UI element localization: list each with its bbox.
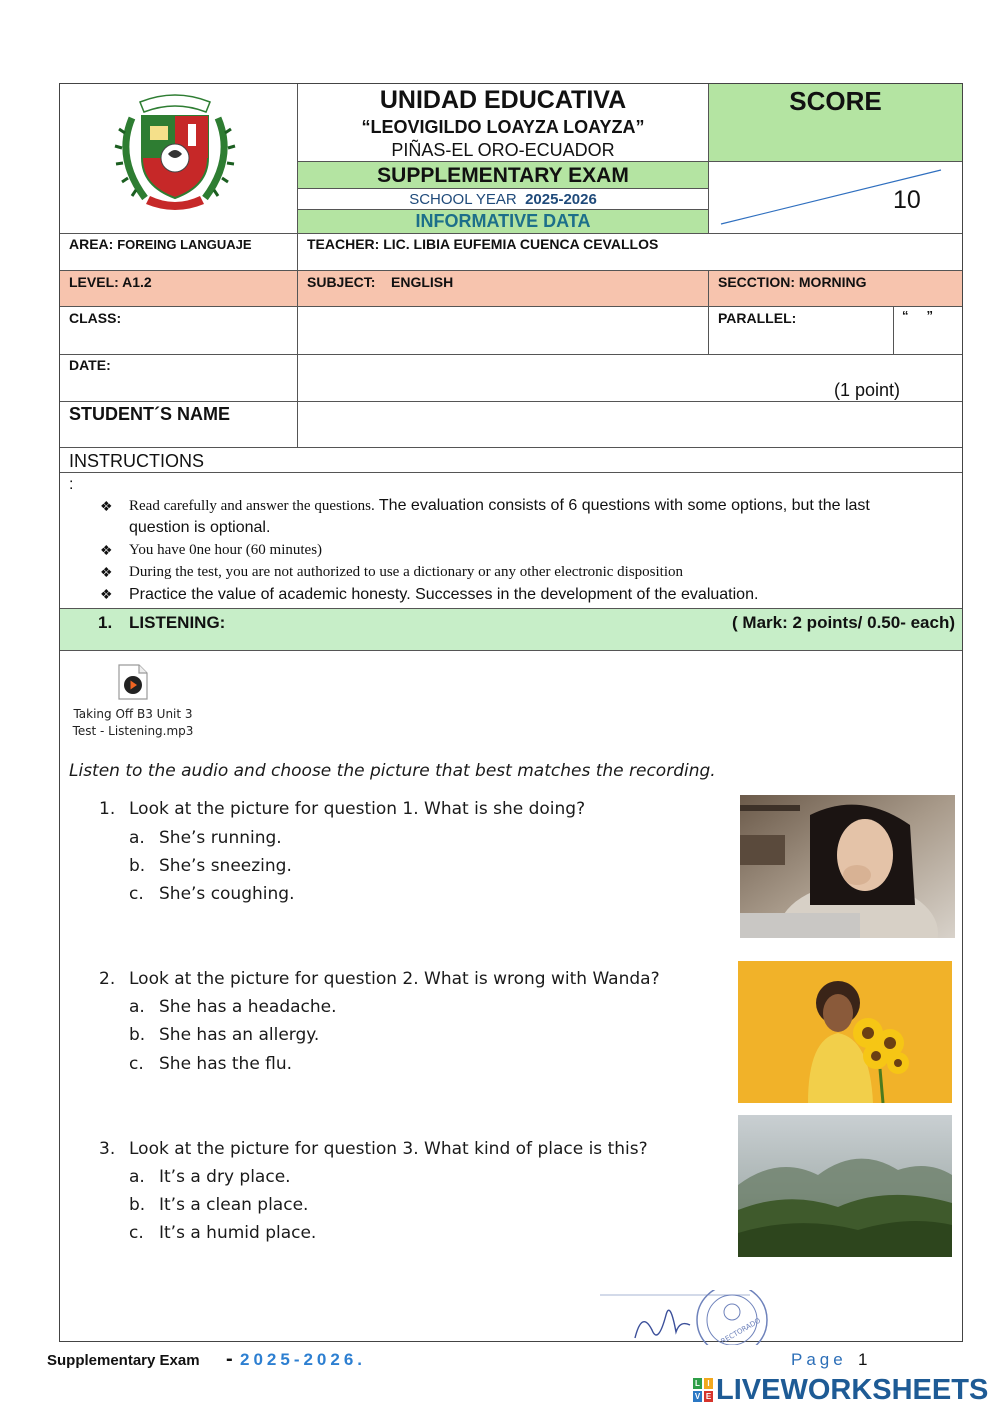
option-letter: c. — [129, 1223, 144, 1243]
informative-data: INFORMATIVE DATA — [415, 211, 591, 231]
option-text[interactable]: She has the flu. — [159, 1054, 293, 1074]
sunflower-allergy-image — [738, 961, 952, 1103]
humid-forest-image — [738, 1115, 952, 1257]
option-text[interactable]: It’s a humid place. — [159, 1223, 317, 1243]
listening-title: LISTENING: — [129, 613, 226, 632]
score-label: SCORE — [789, 86, 882, 116]
student-name-label: STUDENT´S NAME — [69, 404, 230, 424]
parallel-label: PARALLEL: — [718, 310, 797, 326]
footer-page-label: Page — [791, 1350, 847, 1369]
option-text[interactable]: She has a headache. — [159, 997, 337, 1017]
divider — [60, 608, 962, 609]
option-letter: a. — [129, 828, 145, 848]
school-year — [298, 191, 708, 208]
option-text[interactable]: It’s a clean place. — [159, 1195, 309, 1215]
footer-exam-label: Supplementary Exam — [47, 1352, 200, 1369]
student-name-input[interactable] — [298, 402, 962, 447]
divider — [60, 270, 962, 271]
listening-mark: ( Mark: 2 points/ 0.50- each) — [732, 613, 955, 632]
school-location: PIÑAS-EL ORO-ECUADOR — [391, 140, 615, 160]
stamp-text: RECTORADO — [719, 1316, 762, 1345]
parallel-value[interactable]: “ ” — [902, 308, 934, 323]
liveworksheets-logo-icon: L I V E — [694, 1379, 712, 1401]
subject-field — [307, 274, 453, 290]
bullet-icon: ❖ — [100, 542, 113, 558]
area-value: FOREING LANGUAJE — [117, 237, 252, 252]
footer-dash: - — [226, 1348, 233, 1370]
class-label: CLASS: — [69, 310, 122, 326]
teacher-field: TEACHER: LIC. LIBIA EUFEMIA CUENCA CEVALLOS — [307, 236, 659, 252]
divider — [893, 307, 894, 354]
score-slash — [709, 162, 962, 233]
option-text[interactable]: She has an allergy. — [159, 1025, 320, 1045]
point-note: (1 point) — [834, 380, 901, 400]
instruction-item: Read carefully and answer the questions. The evaluation consists of 6 questions with some options, but the last — [129, 497, 870, 514]
divider — [298, 188, 708, 189]
divider — [60, 233, 962, 234]
divider — [708, 271, 709, 354]
liveworksheets-brand[interactable]: LIVEWORKSHEETS — [716, 1374, 989, 1406]
instruction-item: question is optional. — [129, 519, 271, 536]
date-label: DATE: — [69, 357, 111, 373]
option-text[interactable]: She’s coughing. — [159, 884, 295, 904]
divider — [60, 447, 962, 448]
school-name: “LEOVIGILDO LOAYZA LOAYZA” — [361, 117, 645, 137]
area-label: AREA: — [69, 236, 114, 252]
date-input[interactable] — [298, 355, 818, 401]
instruction-item: During the test, you are not authorized to use a dictionary or any other electronic disposition — [129, 564, 684, 580]
instructions-title: INSTRUCTIONS — [69, 451, 204, 471]
score-value: 10 — [893, 186, 921, 214]
instruction-item: Practice the value of academic honesty. Successes in the development of the evaluation. — [129, 586, 759, 603]
exam-title: SUPPLEMENTARY EXAM — [377, 164, 629, 187]
area-field — [69, 236, 252, 252]
footer-year: 2025-2026. — [240, 1350, 367, 1369]
audio-file-name[interactable]: Taking Off B3 Unit 3 Test - Listening.mp3 — [72, 707, 194, 738]
school-year-value: 2025-2026 — [525, 191, 597, 208]
listening-instruction: Listen to the audio and choose the picture that best matches the recording. — [69, 761, 716, 781]
option-letter: b. — [129, 1195, 146, 1215]
question-number: 1. — [99, 799, 116, 819]
class-input[interactable] — [298, 307, 708, 354]
signature-stamp — [600, 1290, 785, 1345]
question-number: 2. — [99, 969, 116, 989]
option-text[interactable]: She’s sneezing. — [159, 856, 292, 876]
option-letter: c. — [129, 1054, 144, 1074]
option-letter: b. — [129, 1025, 146, 1045]
divider — [298, 209, 708, 210]
question-text: Look at the picture for question 2. What is wrong with Wanda? — [129, 969, 660, 989]
instructions-colon: : — [69, 476, 74, 493]
school-logo — [110, 88, 240, 213]
school-title: UNIDAD EDUCATIVA — [379, 86, 627, 114]
subject-label: SUBJECT: — [307, 274, 376, 290]
question-text: Look at the picture for question 3. What kind of place is this? — [129, 1139, 648, 1159]
instruction-item: You have 0ne hour (60 minutes) — [129, 542, 323, 558]
question-number: 3. — [99, 1139, 116, 1159]
section-field: SECCTION: MORNING — [718, 274, 867, 290]
coughing-woman-image — [740, 795, 955, 938]
subject-value: ENGLISH — [391, 274, 454, 290]
option-letter: c. — [129, 884, 144, 904]
listening-number: 1. — [98, 613, 113, 632]
level-field: LEVEL: A1.2 — [69, 274, 152, 290]
audio-file-icon[interactable] — [118, 664, 148, 700]
bullet-icon: ❖ — [100, 586, 113, 602]
school-year-label: SCHOOL YEAR — [409, 191, 517, 208]
option-text[interactable]: She’s running. — [159, 828, 282, 848]
footer-page-number: 1 — [858, 1350, 868, 1369]
divider — [60, 650, 962, 651]
option-text[interactable]: It’s a dry place. — [159, 1167, 291, 1187]
bullet-icon: ❖ — [100, 564, 113, 580]
question-text: Look at the picture for question 1. What is she doing? — [129, 799, 586, 819]
option-letter: a. — [129, 1167, 145, 1187]
option-letter: a. — [129, 997, 145, 1017]
divider — [60, 472, 962, 473]
bullet-icon: ❖ — [100, 498, 113, 514]
option-letter: b. — [129, 856, 146, 876]
